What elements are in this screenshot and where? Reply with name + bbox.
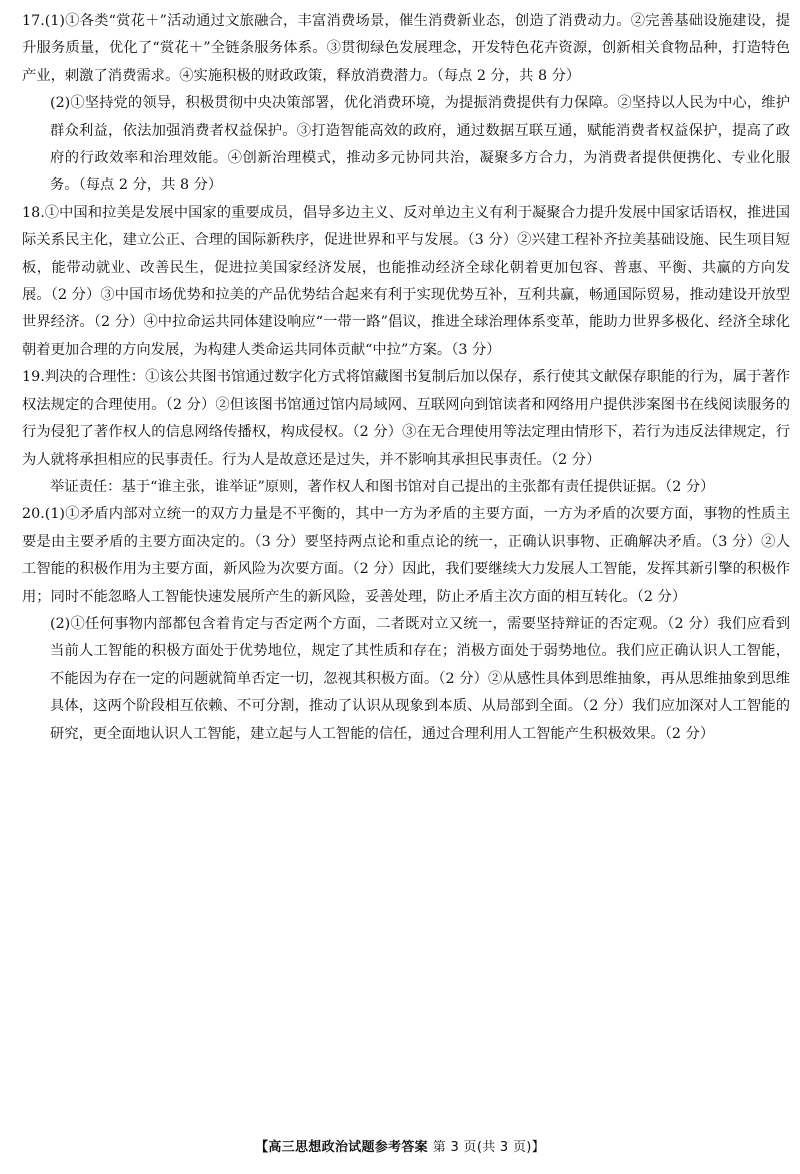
footer-page-number: 第 3 页(共 3 页)】 (432, 1140, 545, 1155)
q20-part2: (2)①任何事物内部都包含着肯定与否定两个方面，二者既对立又统一，需要坚持辩证的否定观。（2 分）我们应看到当前人工智能的积极方面处于优势地位，规定了其性质和存在；消极方面处于弱势地位。我们应正确认识人工智能，不能因为存在一定的问题就简单否定一切，忽视其积极方面。（2 分）②从感性具体到思维抽象，再从思维抽象到思维具体，这两个阶段相互依赖、不可分割，推动了认识从现象到本质、从局部到全面。（2 分）我们应加深对人工智能的研究，更全面地认识人工智能，建立起与人工智能的信任，通过合理利用人工智能产生积极效果。（2 分） (50, 615, 790, 742)
answer-content (22, 8, 790, 748)
q17-part2: (2)①坚持党的领导，积极贯彻中央决策部署，优化消费环境，为提振消费提供有力保障。②坚持以人民为中心，维护群众利益，依法加强消费者权益保护。③打造智能高效的政府，通过数据互联互通，赋能消费者权益保护，提高了政府的行政效率和治理效能。④创新治理模式，推动多元协同共治，凝聚多方合力，为消费者提供便携化、专业化服务。（每点 2 分，共 8 分） (50, 95, 790, 194)
question-19 (22, 364, 790, 501)
q20-part1: 20.(1)①矛盾内部对立统一的双方力量是不平衡的，其中一方为矛盾的主要方面，一方为矛盾的次要方面，事物的性质主要是由主要矛盾的主要方面决定的。（3 分）要坚持两点论和重点论的统一，正确认识事物、正确解决矛盾。（3 分）②人工智能的积极作用为主要方面，新风险为次要方面。（2 分）因此，我们要继续大力发展人工智能，发挥其新引擎的积极作用；同时不能忽略人工智能快速发展所产生的新风险，妥善处理，防止矛盾主次方面的相互转化。（2 分） (22, 506, 790, 605)
q17-part1: 17.(1)①各类“赏花＋”活动通过文旅融合，丰富消费场景，催生消费新业态，创造了消费动力。②完善基础设施建设，提升服务质量，优化了“赏花＋”全链条服务体系。③贯彻绿色发展理念，开发特色花卉资源，创新相关食物品种，打造特色产业，刺激了消费需求。④实施积极的财政政策，释放消费潜力。（每点 2 分，共 8 分） (22, 13, 790, 84)
question-20 (22, 501, 790, 748)
page-footer (0, 1136, 800, 1155)
footer-title: 【高三思想政治试题参考答案 (255, 1140, 428, 1155)
q19-part2: 举证责任：基于“谁主张，谁举证”原则，著作权人和图书馆对自己提出的主张都有责任提供证据。（2 分） (50, 478, 715, 495)
q19-part1: 19.判决的合理性：①该公共图书馆通过数字化方式将馆藏图书复制后加以保存，系行使其文献保存职能的行为，属于著作权法规定的合理使用。（2 分）②但该图书馆通过馆内局域网、互联网向到馆读者和网络用户提供涉案图书在线阅读服务的行为侵犯了著作权人的信息网络传播权，构成侵权。（2 分）③在无合理使用等法定理由情形下，若行为违反法律规定，行为人就将承担相应的民事责任。行为人是故意还是过失，并不影响其承担民事责任。（2 分） (22, 369, 790, 468)
q18-part1: 18.①中国和拉美是发展中国家的重要成员，倡导多边主义、反对单边主义有利于凝聚合力提升发展中国家话语权，推进国际关系民主化，建立公正、合理的国际新秩序，促进世界和平与发展。（3 分）②兴建工程补齐拉美基础设施、民生项目短板，能带动就业、改善民生，促进拉美国家经济发展，也能推动经济全球化朝着更加包容、普惠、平衡、共赢的方向发展。（2 分）③中国市场优势和拉美的产品优势结合起来有利于实现优势互补，互利共赢，畅通国际贸易，推动建设开放型世界经济。（2 分）④中拉命运共同体建设响应“一带一路”倡议，推进全球治理体系变革，能助力世界多极化、经济全球化朝着更加合理的方向发展，为构建人类命运共同体贡献“中拉”方案。（3 分） (22, 204, 790, 358)
question-17 (22, 8, 790, 200)
question-18 (22, 200, 790, 364)
